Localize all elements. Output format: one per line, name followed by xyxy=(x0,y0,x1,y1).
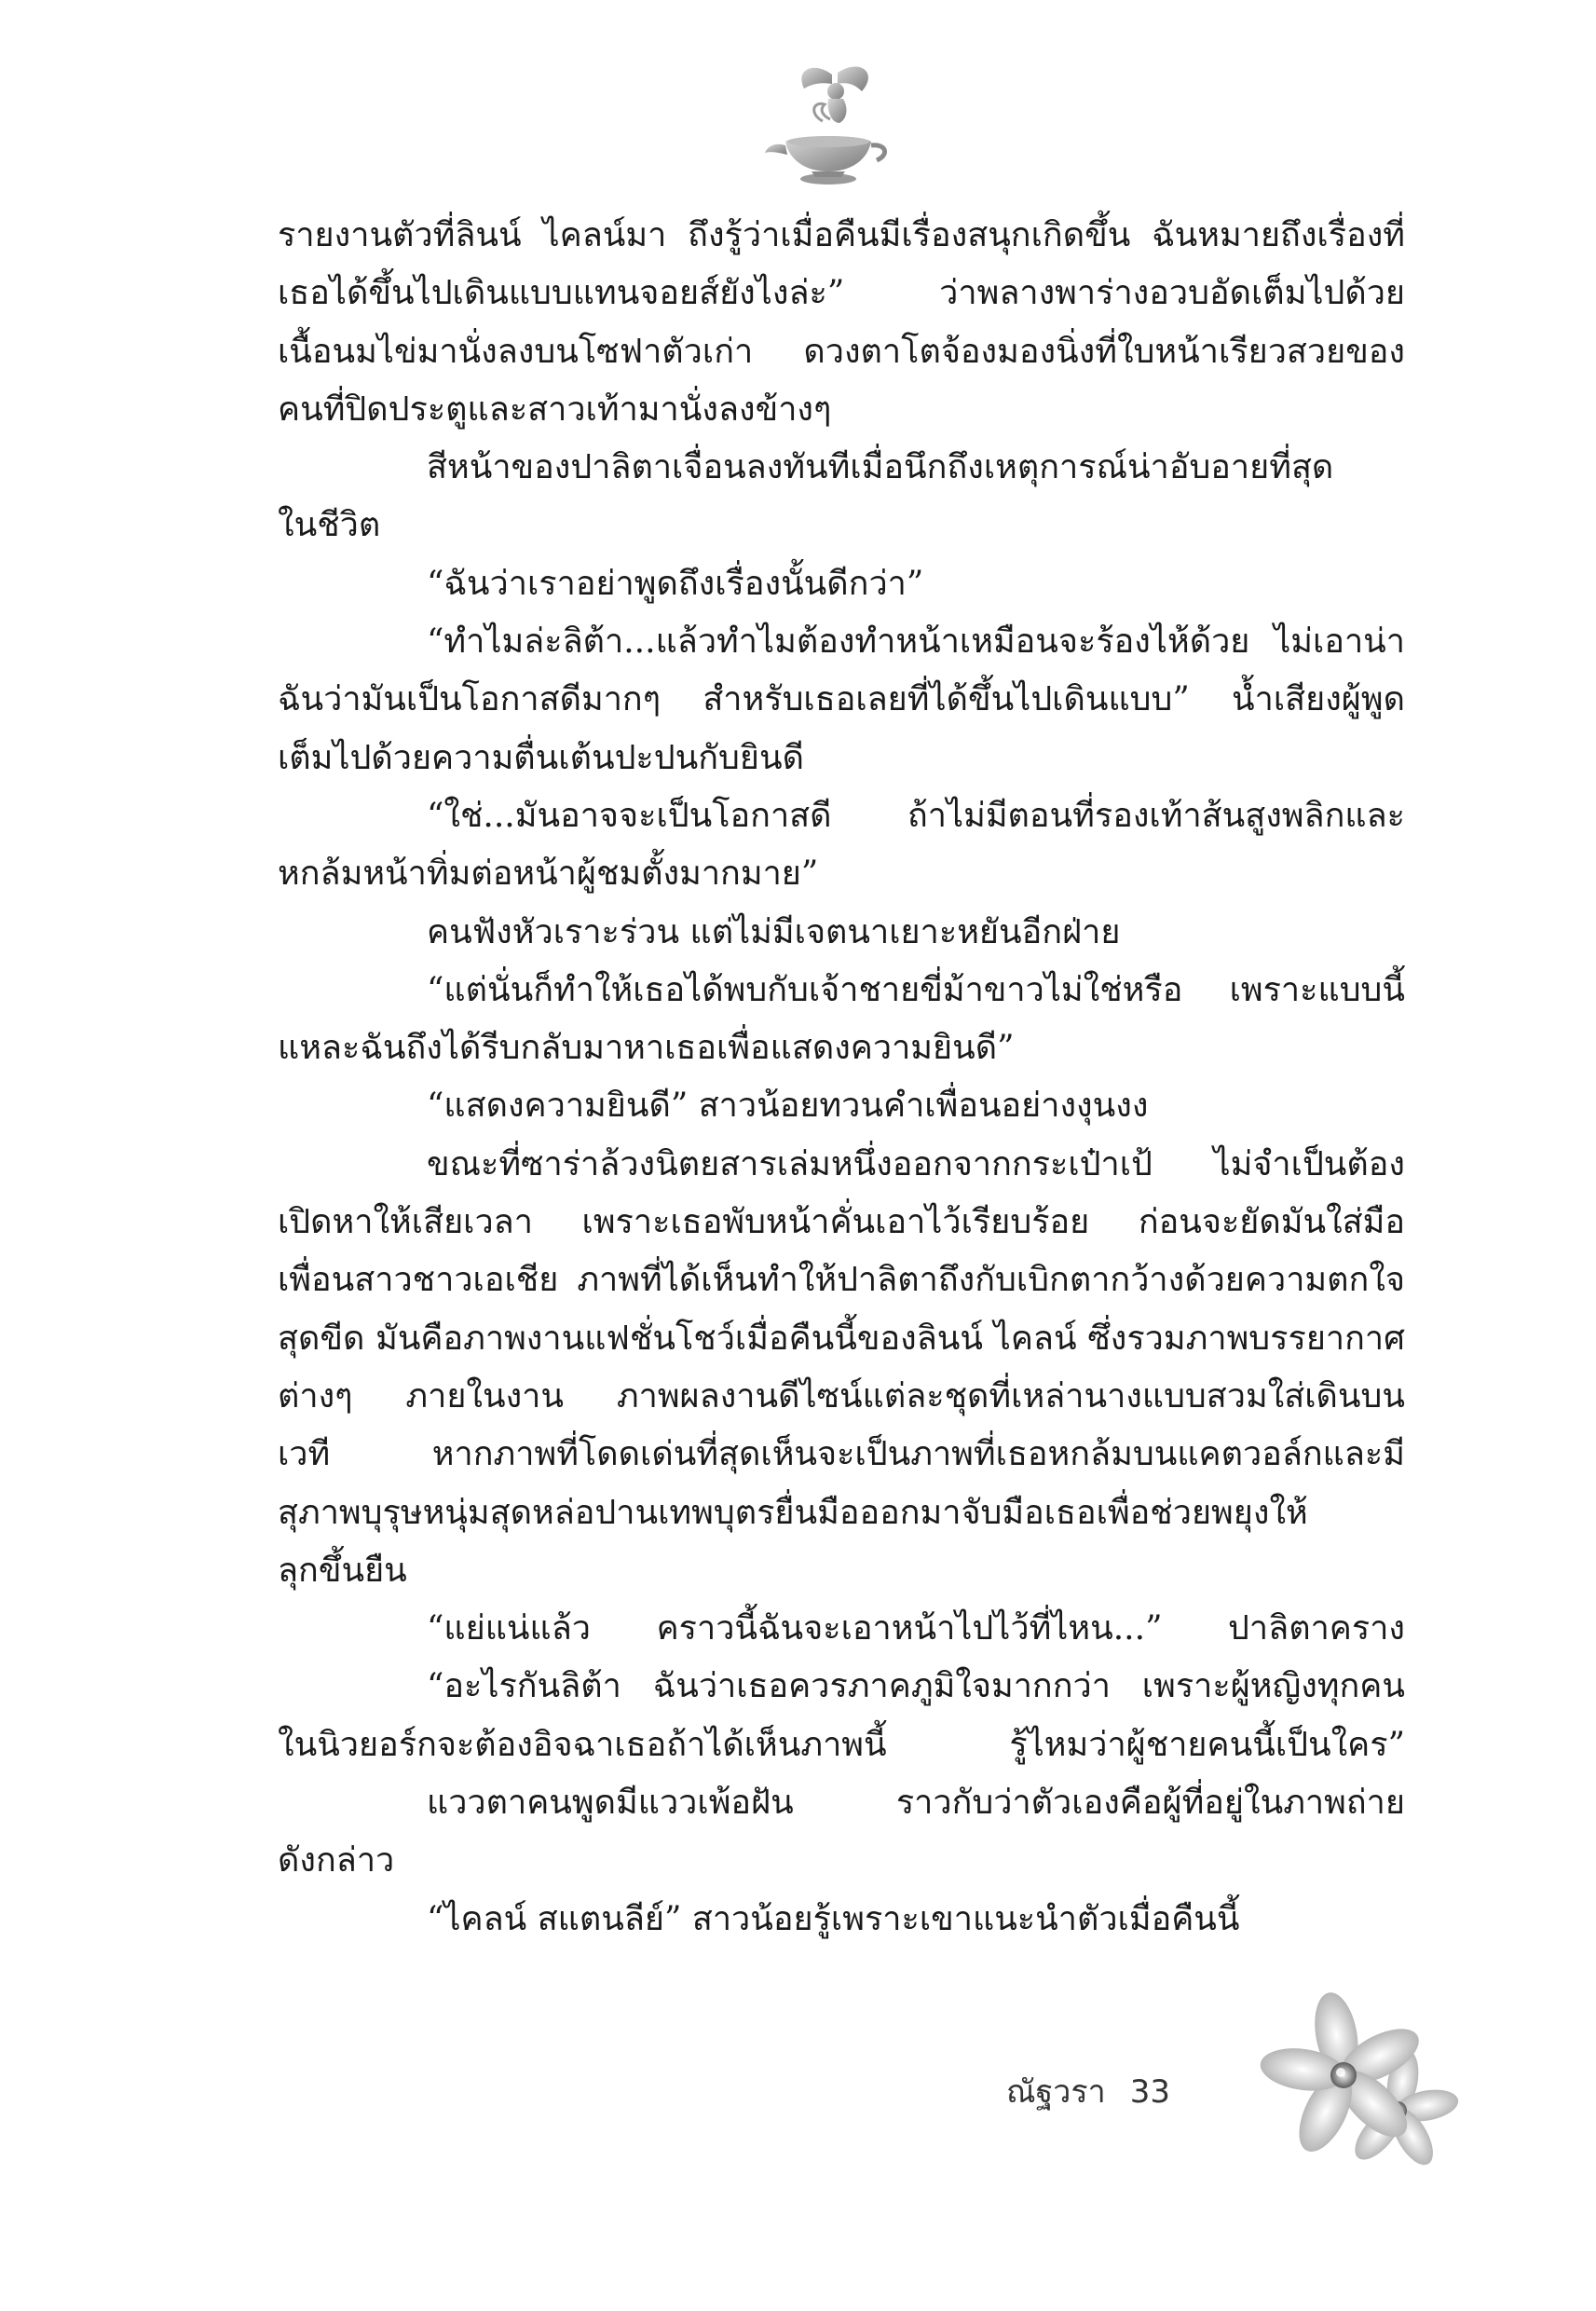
text-line: แววตาคนพูดมีแววเพ้อฝัน ราวกับว่าตัวเองคือผู้ที่อยู่ในภาพถ่าย xyxy=(427,1784,1405,1823)
text-line: ต่างๆ ภายในงาน ภาพผลงานดีไซน์แต่ละชุดที่เหล่านางแบบสวมใส่เดินบน xyxy=(278,1376,1405,1415)
text-line: สุภาพบุรุษหนุ่มสุดหล่อปานเทพบุตรยื่นมือออกมาจับมือเธอเพื่อช่วยพยุงให้ xyxy=(278,1493,1308,1532)
text-line: “แต่นั่นก็ทำให้เธอได้พบกับเจ้าชายขี่ม้าขาวไม่ใช่หรือ เพราะแบบนี้ xyxy=(427,970,1405,1009)
text-line: ลุกขึ้นยืน xyxy=(278,1551,407,1590)
text-line: หกล้มหน้าทิ่มต่อหน้าผู้ชมตั้งมากมาย” xyxy=(278,855,819,894)
text-line: “ใช่...มันอาจจะเป็นโอกาสดี ถ้าไม่มีตอนที่รองเท้าส้นสูงพลิกและ xyxy=(427,796,1405,835)
text-line: แหละฉันถึงได้รีบกลับมาหาเธอเพื่อแสดงความยินดี” xyxy=(278,1029,1015,1068)
text-line: ฉันว่ามันเป็นโอกาสดีมากๆ สำหรับเธอเลยที่ได้ขึ้นไปเดินแบบ” น้ำเสียงผู้พูด xyxy=(278,680,1405,719)
text-line: รายงานตัวที่ลินน์ ไคลน์มา ถึงรู้ว่าเมื่อคืนมีเรื่องสนุกเกิดขึ้น ฉันหมายถึงเรื่องที่ xyxy=(278,216,1405,254)
text-line: “แสดงความยินดี” สาวน้อยทวนคำเพื่อนอย่างงุนงง xyxy=(427,1087,1149,1126)
text-line: เธอได้ขึ้นไปเดินแบบแทนจอยส์ยังไงล่ะ” ว่าพลางพาร่างอวบอัดเต็มไปด้วย xyxy=(278,274,1405,313)
text-line: เนื้อนมไข่มานั่งลงบนโซฟาตัวเก่า ดวงตาโตจ้องมองนิ่งที่ใบหน้าเรียวสวยของ xyxy=(278,332,1405,371)
page-number: 33 xyxy=(1129,2073,1171,2111)
text-line: “ทำไมล่ะลิต้า...แล้วทำไมต้องทำหน้าเหมือนจะร้องไห้ด้วย ไม่เอาน่า xyxy=(427,622,1405,662)
text-line: ดังกล่าว xyxy=(278,1841,395,1880)
text-line: ในนิวยอร์กจะต้องอิจฉาเธอถ้าได้เห็นภาพนี้ รู้ไหมว่าผู้ชายคนนี้เป็นใคร” xyxy=(278,1725,1405,1764)
orchid-flower-icon xyxy=(1258,1990,1463,2176)
text-line: เต็มไปด้วยความตื่นเต้นปะปนกับยินดี xyxy=(278,738,804,777)
text-line: “ไคลน์ สแตนลีย์” สาวน้อยรู้เพราะเขาแนะนำตัวเมื่อคืนนี้ xyxy=(427,1899,1240,1938)
text-line: ขณะที่ซาร่าล้วงนิตยสารเล่มหนึ่งออกจากกระเป๋าเป้ ไม่จำเป็นต้อง xyxy=(427,1144,1405,1183)
text-line: “อะไรกันลิต้า ฉันว่าเธอควรภาคภูมิใจมากกว่า เพราะผู้หญิงทุกคน xyxy=(427,1667,1405,1706)
page-footer xyxy=(1006,2050,1170,2134)
text-line: สีหน้าของปาลิตาเจื่อนลงทันทีเมื่อนึกถึงเหตุการณ์น่าอับอายที่สุด xyxy=(427,448,1334,487)
body-text xyxy=(278,207,1405,1949)
angel-teacup-ornament-icon xyxy=(757,56,897,196)
text-line: เวที หากภาพที่โดดเด่นที่สุดเห็นจะเป็นภาพที่เธอหกล้มบนแคตวอล์กและมี xyxy=(278,1435,1405,1474)
text-line: “แย่แน่แล้ว คราวนี้ฉันจะเอาหน้าไปไว้ที่ไหน...” ปาลิตาคราง xyxy=(427,1609,1405,1648)
text-line: “ฉันว่าเราอย่าพูดถึงเรื่องนั้นดีกว่า” xyxy=(427,564,924,603)
text-line: เพื่อนสาวชาวเอเชีย ภาพที่ได้เห็นทำให้ปาลิตาถึงกับเบิกตากว้างด้วยความตกใจ xyxy=(278,1261,1405,1300)
author-name: ณัฐวรา xyxy=(1006,2073,1106,2111)
text-line: ในชีวิต xyxy=(278,506,381,545)
text-line: สุดขีด มันคือภาพงานแฟชั่นโชว์เมื่อคืนนี้ของลินน์ ไคลน์ ซึ่งรวมภาพบรรยากาศ xyxy=(278,1319,1405,1358)
text-line: คนฟังหัวเราะร่วน แต่ไม่มีเจตนาเยาะหยันอีกฝ่าย xyxy=(427,912,1121,951)
text-line: คนที่ปิดประตูและสาวเท้ามานั่งลงข้างๆ xyxy=(278,390,832,429)
text-line: เปิดหาให้เสียเวลา เพราะเธอพับหน้าคั่นเอาไว้เรียบร้อย ก่อนจะยัดมันใส่มือ xyxy=(278,1203,1405,1242)
